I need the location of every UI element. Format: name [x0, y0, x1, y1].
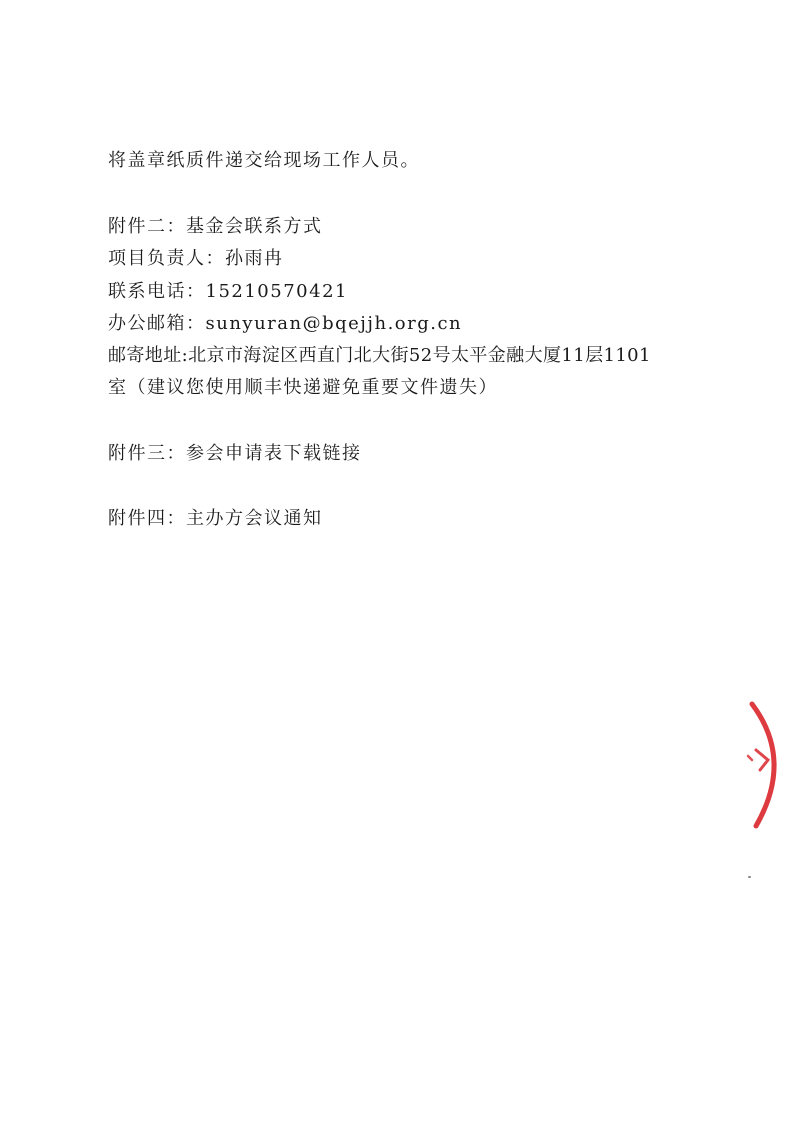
attachment-three-heading: 附件三：参会申请表下载链接 [108, 443, 362, 464]
scan-speck [748, 876, 751, 878]
partial-seal-stamp-icon [722, 700, 792, 830]
project-lead: 项目负责人：孙雨冉 [108, 248, 284, 269]
attachment-two-heading: 附件二：基金会联系方式 [108, 216, 323, 237]
attachment-four-heading: 附件四：主办方会议通知 [108, 508, 323, 529]
instruction-text: 将盖章纸质件递交给现场工作人员。 [108, 150, 420, 171]
contact-phone: 联系电话：15210570421 [108, 281, 348, 302]
office-email: 办公邮箱：sunyuran@bqejjh.org.cn [108, 313, 463, 334]
mailing-address-continued: 室（建议您使用顺丰快递避免重要文件遗失） [108, 377, 498, 398]
mailing-address: 邮寄地址:北京市海淀区西直门北大街52号太平金融大厦11层1101 [108, 345, 651, 366]
